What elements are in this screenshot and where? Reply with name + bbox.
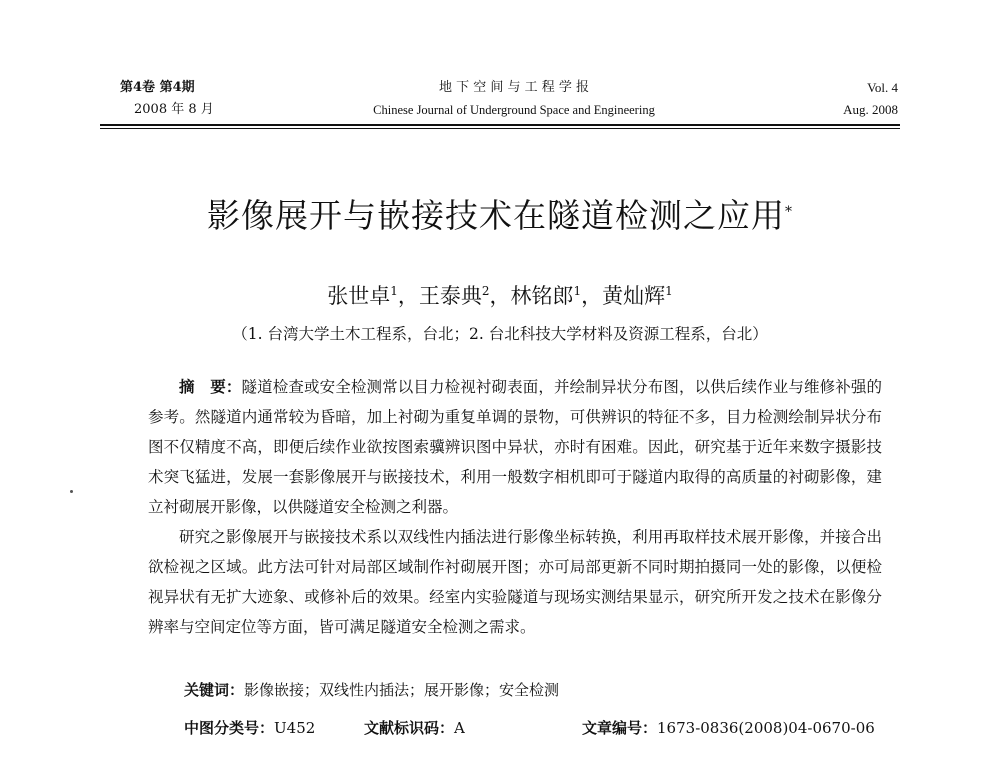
paper-title bbox=[100, 194, 900, 238]
abstract-text: 隧道检查或安全检测常以目力检视衬砌表面，并绘制异状分布图，以供后续作业与维修补强的参考。然隧道内通常较为昏暗，加上衬砌为重复单调的景物，可供辨识的特征不多，目力检测绘制异状分布图不仅精度不高，即便后续作业欲按图索骥辨识图中异状，亦时有困难。因此，研究基于近年来数字摄影技术突飞猛进，发展一套影像展开与嵌接技术，利用一般数字相机即可于隧道内取得的高质量的衬砌影像，建立衬砌展开影像，以供隧道安全检测之利器。 bbox=[148, 378, 882, 516]
keywords-label: 关键词： bbox=[184, 681, 245, 699]
author-affil-mark: 2 bbox=[481, 284, 490, 298]
clc-number bbox=[184, 716, 315, 740]
author-separator: ， bbox=[489, 284, 511, 308]
affiliations: （1. 台湾大学土木工程系，台北；2. 台北科技大学材料及资源工程系，台北） bbox=[232, 325, 768, 343]
author-separator: ， bbox=[581, 284, 603, 308]
abstract-paragraph bbox=[148, 522, 882, 642]
author-separator: ， bbox=[397, 284, 419, 308]
author-name: 林铭郎 bbox=[510, 284, 574, 308]
title-footnote-mark: * bbox=[785, 204, 793, 220]
author-affil-mark: 1 bbox=[665, 284, 673, 298]
header-rule-thick bbox=[100, 124, 900, 126]
date-english: Aug. 2008 bbox=[843, 102, 898, 117]
article-number-value: 1673-0836(2008)04-0670-06 bbox=[657, 719, 875, 737]
keywords-text: 影像嵌接；双线性内插法；展开影像；安全检测 bbox=[244, 681, 560, 699]
author-name: 张世卓 bbox=[327, 284, 391, 308]
author-list bbox=[100, 276, 900, 311]
journal-name-english: Chinese Journal of Underground Space and Engineering bbox=[373, 103, 655, 117]
publication-date: 2008 年 8 月 bbox=[134, 102, 214, 117]
abstract-paragraph bbox=[148, 372, 882, 522]
scan-speck bbox=[70, 490, 73, 493]
keywords bbox=[184, 678, 884, 702]
journal-name-chinese: 地 下 空 间 与 工 程 学 报 bbox=[438, 80, 590, 95]
abstract-text: 研究之影像展开与嵌接技术系以双线性内插法进行影像坐标转换，利用再取样技术展开影像，并接合出欲检视之区域。此方法可针对局部区域制作衬砌展开图；亦可局部更新不同时期拍摄同一处的影像，以便检视异状有无扩大迹象、或修补后的效果。经室内实验隧道与现场实测结果显示，研究所开发之技术在影像分辨率与空间定位等方面，皆可满足隧道安全检测之需求。 bbox=[148, 528, 882, 636]
paper-title-text: 影像展开与嵌接技术在隧道检测之应用 bbox=[207, 196, 785, 235]
volume-english: Vol. 4 bbox=[867, 80, 898, 95]
author-name: 王泰典 bbox=[418, 284, 482, 308]
classification-line bbox=[184, 716, 884, 740]
author-name: 黄灿辉 bbox=[602, 284, 666, 308]
doc-code-value: A bbox=[454, 719, 465, 737]
volume-issue: 第4卷 第4期 bbox=[120, 80, 195, 95]
author-affil-mark: 1 bbox=[390, 284, 398, 298]
article-number-label: 文章编号： bbox=[582, 719, 658, 737]
abstract-label: 摘 要： bbox=[179, 377, 242, 396]
header-rule-thin bbox=[100, 128, 900, 129]
document-code bbox=[364, 716, 465, 740]
article-number bbox=[582, 716, 875, 740]
doc-code-label: 文献标识码： bbox=[364, 719, 455, 737]
abstract bbox=[148, 372, 882, 642]
clc-label: 中图分类号： bbox=[184, 719, 275, 737]
author-affil-mark: 1 bbox=[573, 284, 582, 298]
journal-header bbox=[120, 78, 898, 122]
clc-value: U452 bbox=[274, 719, 316, 737]
